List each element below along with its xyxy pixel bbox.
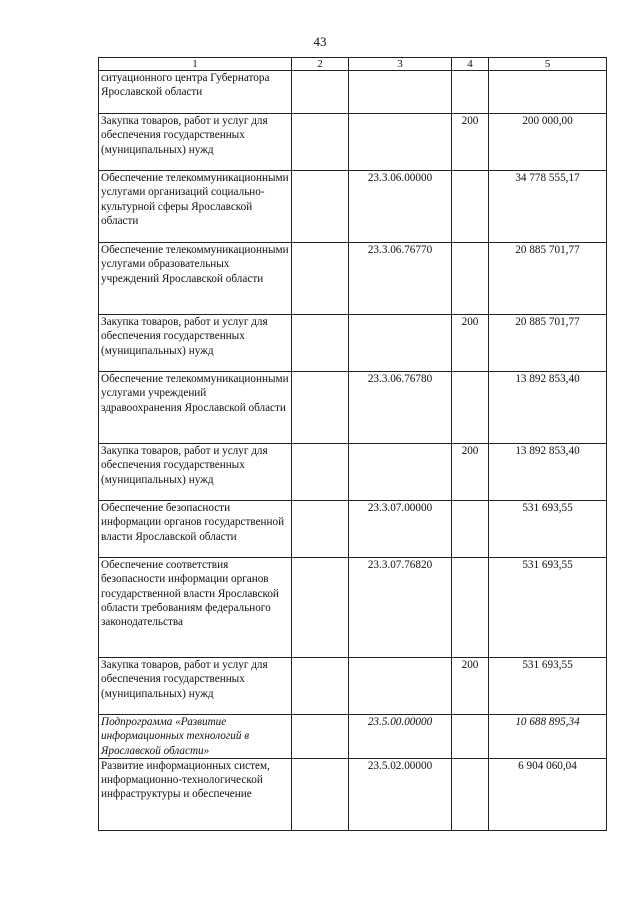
row-code-cell: 23.3.07.00000 xyxy=(349,501,452,558)
row-code-cell: 23.3.06.76770 xyxy=(349,243,452,315)
row-name-cell: Развитие информационных систем, информационно-технологической инфраструктуры и обеспечение xyxy=(99,758,292,830)
column-header-1: 1 xyxy=(99,58,292,71)
row-name-cell: Закупка товаров, работ и услуг для обеспечения государственных (муниципальных) нужд xyxy=(99,114,292,171)
row-name-cell: Закупка товаров, работ и услуг для обеспечения государственных (муниципальных) нужд xyxy=(99,315,292,372)
row-type-cell xyxy=(452,171,489,243)
row-name-cell: Подпрограмма «Развитие информационных технологий в Ярославской области» xyxy=(99,715,292,759)
row-code-cell xyxy=(349,315,452,372)
row-code-cell xyxy=(349,444,452,501)
row-type-cell xyxy=(452,372,489,444)
row-col2-cell xyxy=(292,171,349,243)
table-row xyxy=(99,715,607,759)
row-code-cell: 23.5.02.00000 xyxy=(349,758,452,830)
table-row xyxy=(99,171,607,243)
row-code-cell: 23.3.06.00000 xyxy=(349,171,452,243)
row-col2-cell xyxy=(292,114,349,171)
row-amount-cell: 34 778 555,17 xyxy=(489,171,607,243)
column-header-2: 2 xyxy=(292,58,349,71)
row-col2-cell xyxy=(292,444,349,501)
row-amount-cell: 20 885 701,77 xyxy=(489,315,607,372)
row-type-cell xyxy=(452,243,489,315)
row-code-cell: 23.3.07.76820 xyxy=(349,558,452,658)
column-header-4: 4 xyxy=(452,58,489,71)
row-amount-cell: 6 904 060,04 xyxy=(489,758,607,830)
row-name-cell: Закупка товаров, работ и услуг для обеспечения государственных (муниципальных) нужд xyxy=(99,444,292,501)
row-type-cell: 200 xyxy=(452,658,489,715)
row-code-cell xyxy=(349,71,452,114)
table-row xyxy=(99,444,607,501)
row-col2-cell xyxy=(292,715,349,759)
row-type-cell: 200 xyxy=(452,315,489,372)
row-name-cell: Обеспечение телекоммуникационными услугами образовательных учреждений Ярославской области xyxy=(99,243,292,315)
budget-table xyxy=(98,57,607,831)
row-col2-cell xyxy=(292,71,349,114)
row-name-cell: ситуационного центра Губернатора Ярославской области xyxy=(99,71,292,114)
page-number: 43 xyxy=(313,34,327,49)
row-type-cell xyxy=(452,71,489,114)
row-amount-cell: 13 892 853,40 xyxy=(489,372,607,444)
row-col2-cell xyxy=(292,243,349,315)
column-header-5: 5 xyxy=(489,58,607,71)
row-type-cell xyxy=(452,758,489,830)
row-name-cell: Обеспечение безопасности информации органов государственной власти Ярославской области xyxy=(99,501,292,558)
row-type-cell: 200 xyxy=(452,444,489,501)
table-row xyxy=(99,658,607,715)
row-amount-cell: 10 688 895,34 xyxy=(489,715,607,759)
table-row xyxy=(99,114,607,171)
row-col2-cell xyxy=(292,501,349,558)
row-amount-cell: 200 000,00 xyxy=(489,114,607,171)
row-col2-cell xyxy=(292,315,349,372)
column-header-3: 3 xyxy=(349,58,452,71)
row-name-cell: Обеспечение телекоммуникационными услугами организаций социально-культурной сферы Ярославской области xyxy=(99,171,292,243)
row-name-cell: Обеспечение соответствия безопасности информации органов государственной власти Ярославской области требованиям федерального законодательства xyxy=(99,558,292,658)
row-amount-cell: 531 693,55 xyxy=(489,558,607,658)
row-amount-cell: 531 693,55 xyxy=(489,658,607,715)
row-type-cell xyxy=(452,558,489,658)
table-row xyxy=(99,315,607,372)
row-type-cell xyxy=(452,501,489,558)
row-amount-cell: 13 892 853,40 xyxy=(489,444,607,501)
row-type-cell: 200 xyxy=(452,114,489,171)
row-code-cell xyxy=(349,114,452,171)
row-col2-cell xyxy=(292,558,349,658)
row-amount-cell: 20 885 701,77 xyxy=(489,243,607,315)
row-col2-cell xyxy=(292,372,349,444)
table-header-row xyxy=(99,58,607,71)
row-amount-cell: 531 693,55 xyxy=(489,501,607,558)
row-name-cell: Обеспечение телекоммуникационными услугами учреждений здравоохранения Ярославской области xyxy=(99,372,292,444)
row-name-cell: Закупка товаров, работ и услуг для обеспечения государственных (муниципальных) нужд xyxy=(99,658,292,715)
row-code-cell xyxy=(349,658,452,715)
row-code-cell: 23.5.00.00000 xyxy=(349,715,452,759)
table-row xyxy=(99,243,607,315)
row-col2-cell xyxy=(292,658,349,715)
table-row xyxy=(99,758,607,830)
row-col2-cell xyxy=(292,758,349,830)
table-row xyxy=(99,558,607,658)
row-amount-cell xyxy=(489,71,607,114)
row-type-cell xyxy=(452,715,489,759)
row-code-cell: 23.3.06.76780 xyxy=(349,372,452,444)
table-row xyxy=(99,71,607,114)
table-row xyxy=(99,372,607,444)
table-row xyxy=(99,501,607,558)
